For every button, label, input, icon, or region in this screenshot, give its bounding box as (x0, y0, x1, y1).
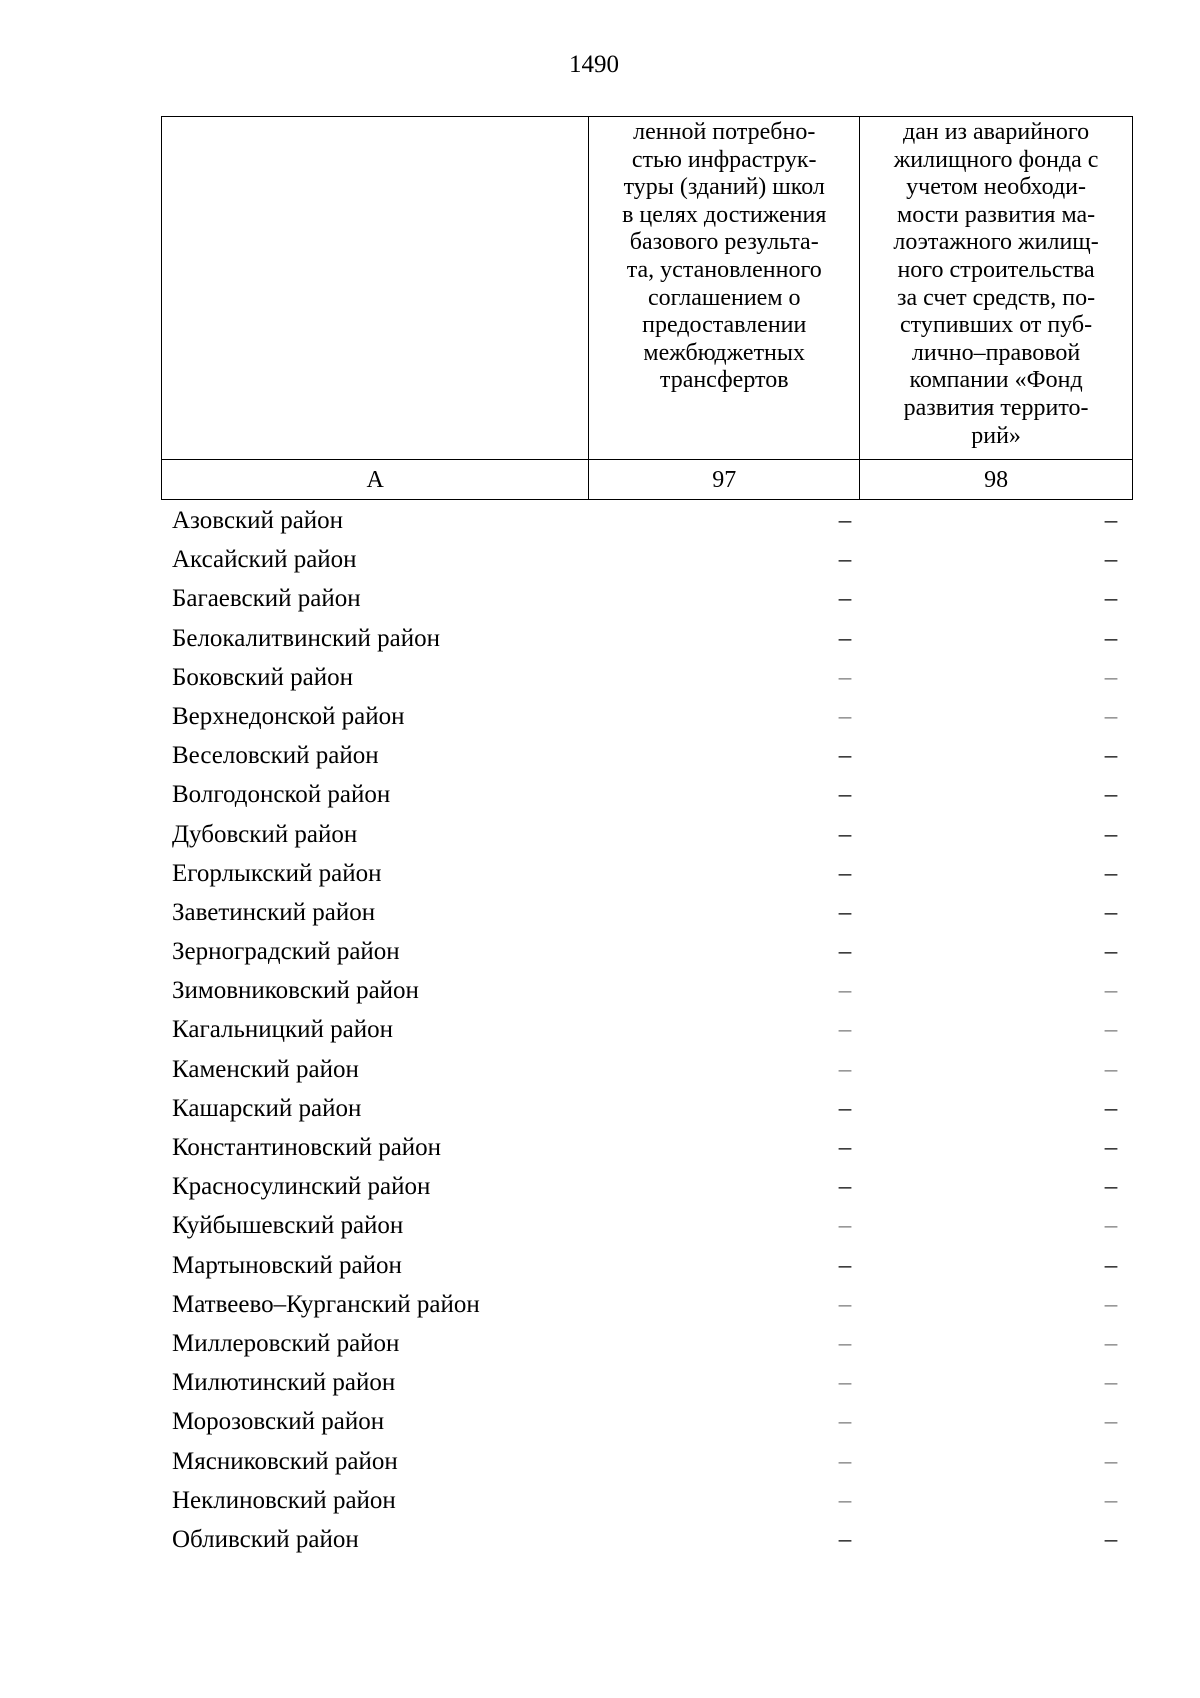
value-col-97: – (838, 820, 852, 848)
value-col-97: – (838, 546, 852, 574)
value-col-97: – (838, 1134, 852, 1161)
value-col-97: – (838, 663, 852, 691)
district-name: Неклиновский район (172, 1486, 396, 1514)
value-col-98: – (1104, 507, 1118, 534)
table-row (161, 1206, 1133, 1245)
table-row (161, 1089, 1133, 1128)
column-98-heading (860, 117, 1133, 460)
table-row (161, 854, 1133, 893)
table-row (161, 1442, 1133, 1481)
heading-line: жилищного фонда с (893, 146, 1099, 173)
value-col-98: – (1104, 702, 1118, 730)
value-col-98: – (1104, 1134, 1118, 1161)
district-name: Мясниковский район (172, 1447, 398, 1475)
table-row (161, 1050, 1133, 1089)
value-col-98: – (1104, 1094, 1118, 1122)
table-row (161, 579, 1133, 618)
district-name: Каменский район (172, 1055, 359, 1083)
district-name: Волгодонской район (172, 781, 391, 809)
value-col-97: – (838, 1212, 852, 1240)
table-row (161, 1363, 1133, 1402)
heading-line: базового результа- (629, 229, 819, 256)
heading-line: ленной потребно- (633, 119, 816, 145)
value-col-97: – (838, 1094, 852, 1122)
value-col-97: – (838, 1408, 852, 1436)
value-col-98: – (1104, 898, 1118, 926)
district-name: Мартыновский район (172, 1251, 402, 1279)
table-row (161, 540, 1133, 579)
heading-line: межбюджетных (643, 339, 806, 366)
district-name: Аксайский район (172, 546, 357, 574)
value-col-97: – (838, 742, 852, 770)
column-headings-row (162, 117, 1133, 460)
district-name: Зимовниковский район (172, 977, 419, 1005)
district-name: Кашарский район (172, 1094, 362, 1122)
heading-line: предоставлении (642, 312, 807, 339)
table-row (161, 1128, 1133, 1167)
value-col-98: – (1104, 1016, 1118, 1044)
heading-line: ного строительства (897, 256, 1095, 283)
column-97-number: 97 (589, 460, 860, 500)
value-col-98: – (1104, 977, 1118, 1005)
district-name: Заветинский район (172, 898, 376, 926)
value-col-97: – (838, 702, 852, 730)
value-col-98: – (1104, 742, 1118, 770)
column-97-heading (589, 117, 860, 460)
district-name: Обливский район (172, 1525, 359, 1553)
value-col-97: – (838, 1290, 852, 1318)
value-col-97: – (838, 938, 852, 966)
value-col-97: – (838, 1016, 852, 1044)
table-row (161, 893, 1133, 932)
district-name: Матвеево–Курганский район (172, 1290, 480, 1318)
value-col-98: – (1104, 1251, 1118, 1279)
value-col-97: – (838, 898, 852, 926)
table-row (161, 1520, 1133, 1559)
heading-line: рий» (971, 422, 1021, 449)
value-col-98: – (1104, 1369, 1118, 1397)
value-col-98: – (1104, 1329, 1118, 1357)
table-row (161, 971, 1133, 1010)
value-col-98: – (1104, 1055, 1118, 1083)
district-name: Кагальницкий район (172, 1016, 394, 1044)
district-name: Константиновский район (172, 1134, 442, 1161)
heading-line: лоэтажного жилищ- (893, 229, 1099, 256)
heading-line: за счет средств, по- (897, 284, 1096, 311)
heading-line: мости развития ма- (897, 201, 1096, 228)
table-row (161, 697, 1133, 736)
district-name: Егорлыкский район (172, 859, 382, 887)
heading-line: дан из аварийного (903, 119, 1090, 145)
value-col-97: – (838, 507, 852, 534)
heading-line: трансфертов (659, 367, 789, 394)
table-row (161, 501, 1133, 540)
district-name: Красносулинский район (172, 1173, 431, 1201)
district-name: Зерноградский район (172, 938, 400, 966)
value-col-98: – (1104, 1447, 1118, 1475)
column-98-number: 98 (860, 460, 1133, 500)
table-row (161, 1010, 1133, 1049)
district-name: Куйбышевский район (172, 1212, 404, 1240)
value-col-97: – (838, 1055, 852, 1083)
column-numbers-row (162, 460, 1133, 500)
value-col-98: – (1104, 585, 1118, 613)
value-col-97: – (838, 859, 852, 887)
heading-line: развития террито- (903, 394, 1089, 421)
value-col-97: – (838, 1251, 852, 1279)
value-col-97: – (838, 1447, 852, 1475)
table-row (161, 815, 1133, 854)
district-name: Морозовский район (172, 1408, 385, 1436)
heading-line: соглашением о (647, 284, 801, 311)
heading-line: учетом необходи- (906, 174, 1086, 201)
heading-line: та, установленного (626, 256, 822, 283)
district-name: Дубовский район (172, 820, 358, 848)
value-col-98: – (1104, 859, 1118, 887)
value-col-97: – (838, 624, 852, 652)
value-col-97: – (838, 781, 852, 809)
value-col-97: – (838, 977, 852, 1005)
table-row (161, 932, 1133, 971)
column-a-heading (162, 117, 589, 460)
value-col-98: – (1104, 1173, 1118, 1201)
table-row (161, 1402, 1133, 1441)
table-row (161, 1246, 1133, 1285)
heading-line: ступивших от пуб- (900, 312, 1093, 339)
page-number: 1490 (569, 51, 619, 78)
value-col-97: – (838, 1329, 852, 1357)
table-row (161, 619, 1133, 658)
value-col-98: – (1104, 546, 1118, 574)
district-name: Багаевский район (172, 585, 361, 613)
table-row (161, 736, 1133, 775)
value-col-97: – (838, 1369, 852, 1397)
heading-line: стью инфраструк- (631, 146, 817, 173)
value-col-98: – (1104, 781, 1118, 809)
district-name: Белокалитвинский район (172, 624, 440, 652)
district-rows (161, 501, 1133, 1559)
value-col-97: – (838, 1486, 852, 1514)
table-row (161, 1285, 1133, 1324)
heading-line: лично–правовой (911, 339, 1081, 366)
value-col-97: – (838, 585, 852, 613)
table-row (161, 1167, 1133, 1206)
value-col-98: – (1104, 1290, 1118, 1318)
value-col-97: – (838, 1173, 852, 1201)
column-a-number: А (162, 460, 589, 500)
table-row (161, 775, 1133, 814)
table-row (161, 1324, 1133, 1363)
district-name: Верхнедонской район (172, 702, 405, 730)
district-name: Азовский район (172, 507, 344, 534)
value-col-97: – (838, 1525, 852, 1553)
heading-line: компании «Фонд (909, 367, 1083, 394)
district-name: Веселовский район (172, 742, 379, 770)
table-header (161, 116, 1133, 500)
district-name: Милютинский район (172, 1369, 396, 1397)
district-name: Миллеровский район (172, 1329, 400, 1357)
district-name: Боковский район (172, 663, 353, 691)
value-col-98: – (1104, 938, 1118, 966)
value-col-98: – (1104, 1486, 1118, 1514)
table-row (161, 1481, 1133, 1520)
heading-line: в целях достижения (622, 201, 827, 228)
heading-line: туры (зданий) школ (623, 174, 825, 201)
value-col-98: – (1104, 1212, 1118, 1240)
value-col-98: – (1104, 1525, 1118, 1553)
value-col-98: – (1104, 663, 1118, 691)
value-col-98: – (1104, 624, 1118, 652)
table-row (161, 658, 1133, 697)
value-col-98: – (1104, 1408, 1118, 1436)
value-col-98: – (1104, 820, 1118, 848)
